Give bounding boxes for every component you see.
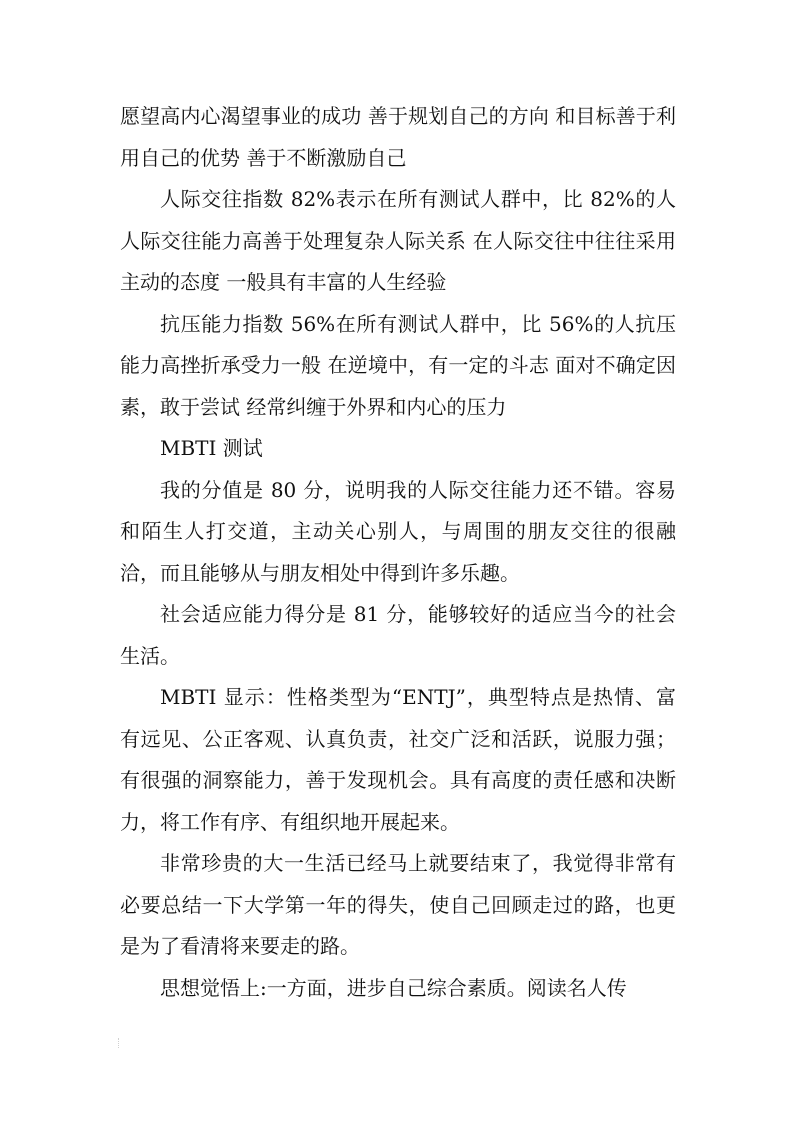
paragraph-stress-index: 抗压能力指数 56%在所有测试人群中，比 56%的人抗压能力高挫折承受力一般 在逆境中，有一定的斗志 面对不确定因素，敢于尝试 经常纠缠于外界和内心的压力 <box>120 311 676 419</box>
page-edge-mark <box>118 1038 122 1048</box>
paragraph-social-adaptation: 社会适应能力得分是 81 分，能够较好的适应当今的社会生活。 <box>120 602 676 668</box>
paragraph-ideology: 思想觉悟上:一方面，进步自己综合素质。阅读名人传 <box>160 975 627 1000</box>
paragraph-interpersonal-index: 人际交往指数 82%表示在所有测试人群中，比 82%的人人际交往能力高善于处理复杂人际关系 在人际交往中往往采用主动的态度 一般具有丰富的人生经验 <box>120 187 676 294</box>
section-heading-mbti: MBTI 测试 <box>160 436 263 460</box>
paragraph-goals: 愿望高内心渴望事业的成功 善于规划自己的方向 和目标善于利用自己的优势 善于不断激励自己 <box>120 104 676 170</box>
paragraph-summary: 非常珍贵的大一生活已经马上就要结束了，我觉得非常有必要总结一下大学第一年的得失，使自己回顾走过的路，也更是为了看清将来要走的路。 <box>120 851 676 958</box>
paragraph-mbti-result: MBTI 显示：性格类型为“ENTJ”，典型特点是热情、富有远见、公正客观、认真负责，社交广泛和活跃，说服力强；有很强的洞察能力，善于发现机会。具有高度的责任感和决断力，将工作有序、有组织地开展起来。 <box>120 685 676 834</box>
paragraph-score: 我的分值是 80 分，说明我的人际交往能力还不错。容易和陌生人打交道，主动关心别人，与周围的朋友交往的很融洽，而且能够从与朋友相处中得到许多乐趣。 <box>120 477 676 585</box>
document-body <box>120 96 676 1009</box>
